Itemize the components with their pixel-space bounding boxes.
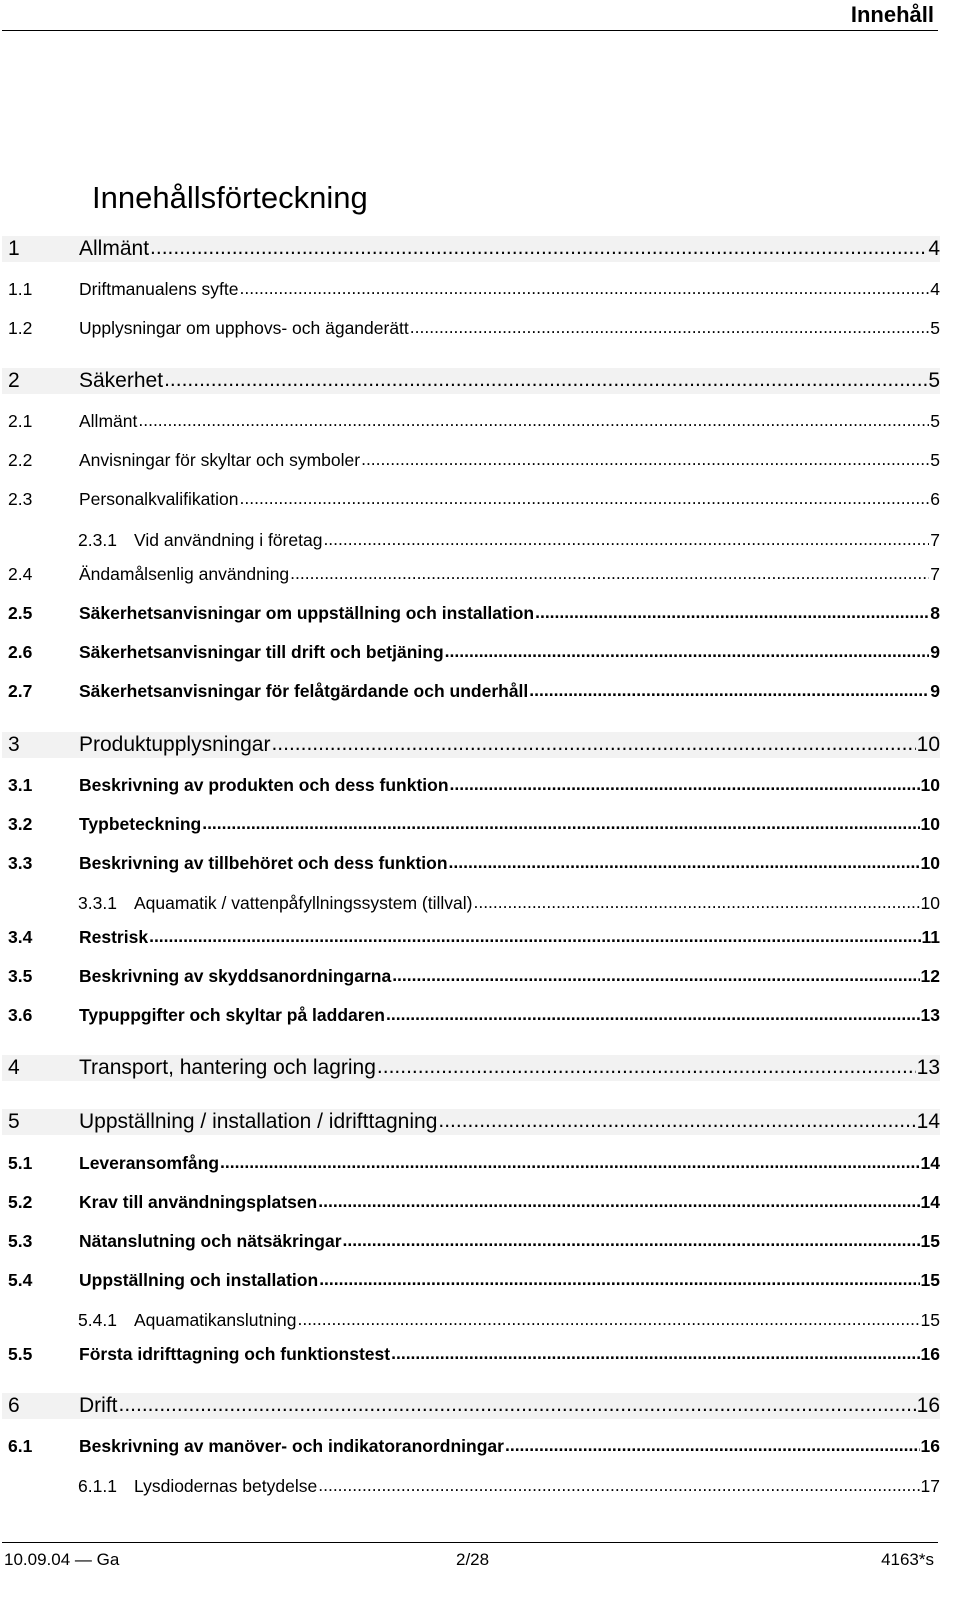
toc-entry-page: 16 bbox=[920, 1435, 940, 1456]
toc-entry-number: 5.4.1 bbox=[78, 1309, 117, 1330]
toc-dot-leader bbox=[386, 1006, 920, 1028]
toc-dot-leader bbox=[377, 1056, 916, 1081]
footer-date: 10.09.04 — Ga bbox=[4, 1550, 120, 1569]
toc-entry-number: 2 bbox=[8, 369, 20, 392]
toc-entry-page: 11 bbox=[921, 926, 940, 947]
toc-entry-number: 2.3.1 bbox=[78, 529, 117, 550]
toc-entry-number: 1.1 bbox=[8, 278, 33, 299]
toc-entry-page: 14 bbox=[920, 1152, 940, 1173]
toc-entry-page: 15 bbox=[920, 1269, 940, 1290]
toc-entry[interactable] bbox=[2, 1151, 940, 1175]
toc-entry[interactable] bbox=[2, 640, 940, 664]
toc-dot-leader bbox=[392, 967, 919, 989]
toc-entry-number: 5.4 bbox=[8, 1269, 33, 1290]
toc-entry-number: 3.6 bbox=[8, 1004, 33, 1025]
toc-entry-number: 6.1 bbox=[8, 1435, 33, 1456]
toc-entry-title: Beskrivning av manöver- och indikatoranordningar bbox=[79, 1435, 504, 1456]
toc-entry-page: 10 bbox=[916, 733, 940, 756]
toc-dot-leader bbox=[220, 1154, 919, 1176]
toc-entry-title: Typuppgifter och skyltar på laddaren bbox=[79, 1004, 385, 1025]
toc-entry-title: Uppställning och installation bbox=[79, 1269, 319, 1290]
toc-entry-title: Första idrifttagning och funktionstest bbox=[79, 1343, 391, 1364]
toc-entry[interactable] bbox=[2, 891, 940, 915]
toc-entry-number: 3.4 bbox=[8, 926, 33, 947]
toc-entry-title: Drift bbox=[79, 1394, 118, 1417]
toc-dot-leader bbox=[449, 854, 920, 876]
toc-entry-number: 2.1 bbox=[8, 410, 33, 431]
toc-entry-title: Upplysningar om upphovs- och äganderätt bbox=[79, 317, 409, 338]
toc-entry[interactable] bbox=[2, 812, 940, 836]
toc-entry-page: 13 bbox=[916, 1056, 940, 1079]
toc-entry-page: 12 bbox=[920, 965, 940, 986]
page-footer bbox=[4, 1548, 934, 1572]
toc-entry-title: Lysdiodernas betydelse bbox=[134, 1475, 318, 1496]
toc-dot-leader bbox=[271, 733, 915, 758]
toc-entry-title: Aquamatik / vattenpåfyllningssystem (tillval) bbox=[134, 892, 473, 913]
toc-entry-page: 7 bbox=[930, 563, 940, 584]
toc-entry-number: 3.3 bbox=[8, 852, 33, 873]
toc-entry-number: 1 bbox=[8, 237, 20, 260]
toc-entry[interactable] bbox=[2, 277, 940, 301]
toc-entry-page: 17 bbox=[920, 1475, 940, 1496]
toc-entry-number: 2.4 bbox=[8, 563, 33, 584]
toc-entry-page: 16 bbox=[920, 1343, 940, 1364]
toc-entry-page: 14 bbox=[916, 1110, 940, 1133]
toc-entry[interactable] bbox=[2, 1393, 940, 1419]
toc-entry-number: 5 bbox=[8, 1110, 20, 1133]
toc-entry-title: Driftmanualens syfte bbox=[79, 278, 239, 299]
toc-dot-leader bbox=[202, 815, 919, 837]
toc-dot-leader bbox=[319, 1271, 919, 1293]
toc-entry-title: Allmänt bbox=[79, 410, 138, 431]
toc-entry-number: 4 bbox=[8, 1056, 20, 1079]
toc-entry-title: Transport, hantering och lagring bbox=[79, 1056, 376, 1079]
toc-dot-leader bbox=[361, 451, 929, 473]
footer-doc-code: 4163*s bbox=[881, 1550, 934, 1569]
toc-dot-leader bbox=[240, 280, 930, 302]
toc-dot-leader bbox=[149, 928, 920, 950]
toc-dot-leader bbox=[240, 490, 930, 512]
toc-entry-title: Krav till användningsplatsen bbox=[79, 1191, 318, 1212]
toc-entry-title: Typbeteckning bbox=[79, 813, 202, 834]
toc-dot-leader bbox=[138, 412, 929, 434]
toc-entry-title: Beskrivning av produkten och dess funktion bbox=[79, 774, 449, 795]
toc-entry-page: 5 bbox=[928, 369, 940, 392]
toc-entry-number: 2.7 bbox=[8, 680, 33, 701]
toc-entry[interactable] bbox=[2, 1474, 940, 1498]
toc-dot-leader bbox=[318, 1193, 919, 1215]
toc-dot-leader bbox=[391, 1345, 919, 1367]
toc-entry[interactable] bbox=[2, 409, 940, 433]
toc-entry-title: Uppställning / installation / idrifttagning bbox=[79, 1110, 438, 1133]
toc-entry-number: 1.2 bbox=[8, 317, 33, 338]
toc-entry-page: 14 bbox=[920, 1191, 940, 1212]
toc-dot-leader bbox=[410, 319, 929, 341]
toc-entry-page: 7 bbox=[930, 529, 940, 550]
toc-entry-title: Säkerhetsanvisningar till drift och betjäning bbox=[79, 641, 444, 662]
footer-page-number: 2/28 bbox=[456, 1550, 490, 1569]
toc-dot-leader bbox=[505, 1437, 920, 1459]
toc-dot-leader bbox=[343, 1232, 920, 1254]
toc-entry[interactable] bbox=[2, 1342, 940, 1366]
header-title: Innehåll bbox=[850, 2, 934, 27]
toc-entry-title: Aquamatikanslutning bbox=[134, 1309, 297, 1330]
toc-entry-page: 5 bbox=[930, 449, 940, 470]
toc-entry-title: Produktupplysningar bbox=[79, 733, 271, 756]
toc-entry[interactable] bbox=[2, 487, 940, 511]
toc-entry-title: Nätanslutning och nätsäkringar bbox=[79, 1230, 342, 1251]
toc-entry-title: Säkerhetsanvisningar för felåtgärdande och underhåll bbox=[79, 680, 529, 701]
toc-entry-title: Beskrivning av skyddsanordningarna bbox=[79, 965, 392, 986]
toc-entry[interactable] bbox=[2, 601, 940, 625]
toc-dot-leader bbox=[150, 237, 927, 262]
toc-entry-page: 10 bbox=[920, 892, 940, 913]
toc-entry-number: 5.3 bbox=[8, 1230, 33, 1251]
toc-entry[interactable] bbox=[2, 1268, 940, 1292]
toc-entry-title: Vid användning i företag bbox=[134, 529, 323, 550]
toc-dot-leader bbox=[438, 1110, 915, 1135]
toc-entry-page: 4 bbox=[930, 278, 940, 299]
toc-entry-number: 3.1 bbox=[8, 774, 33, 795]
toc-entry-number: 2.3 bbox=[8, 488, 33, 509]
toc-entry-page: 5 bbox=[930, 410, 940, 431]
toc-dot-leader bbox=[318, 1477, 919, 1499]
toc-entry-number: 2.6 bbox=[8, 641, 33, 662]
toc-entry-title: Allmänt bbox=[79, 237, 150, 260]
toc-entry-page: 9 bbox=[930, 680, 940, 701]
toc-dot-leader bbox=[535, 604, 929, 626]
toc-entry-title: Ändamålsenlig användning bbox=[79, 563, 290, 584]
toc-entry-number: 5.5 bbox=[8, 1343, 33, 1364]
toc-entry-number: 5.1 bbox=[8, 1152, 33, 1173]
toc-entry-title: Säkerhetsanvisningar om uppställning och installation bbox=[79, 602, 535, 623]
toc-entry-number: 3.5 bbox=[8, 965, 33, 986]
toc-entry[interactable] bbox=[2, 1055, 940, 1081]
toc-entry[interactable] bbox=[2, 1434, 940, 1458]
toc-entry-number: 3.3.1 bbox=[78, 892, 117, 913]
toc-entry-title: Personalkvalifikation bbox=[79, 488, 239, 509]
page-title: Innehållsförteckning bbox=[92, 180, 368, 215]
toc-dot-leader bbox=[529, 682, 929, 704]
toc-entry-page: 6 bbox=[930, 488, 940, 509]
toc-entry-title: Anvisningar för skyltar och symboler bbox=[79, 449, 361, 470]
toc-dot-leader bbox=[290, 565, 929, 587]
toc-entry[interactable] bbox=[2, 732, 940, 758]
toc-entry[interactable] bbox=[2, 316, 940, 340]
toc-entry[interactable] bbox=[2, 1190, 940, 1214]
toc-entry-page: 15 bbox=[920, 1230, 940, 1251]
toc-entry-page: 5 bbox=[930, 317, 940, 338]
header-divider bbox=[2, 30, 938, 31]
toc-entry[interactable] bbox=[2, 562, 940, 586]
toc-entry[interactable] bbox=[2, 236, 940, 262]
toc-entry[interactable] bbox=[2, 964, 940, 988]
toc-entry-page: 9 bbox=[930, 641, 940, 662]
toc-entry[interactable] bbox=[2, 448, 940, 472]
toc-entry[interactable] bbox=[2, 1109, 940, 1135]
toc-entry-title: Beskrivning av tillbehöret och dess funktion bbox=[79, 852, 448, 873]
toc-entry[interactable] bbox=[2, 851, 940, 875]
toc-entry-page: 10 bbox=[920, 852, 940, 873]
toc-entry[interactable] bbox=[2, 1229, 940, 1253]
toc-dot-leader bbox=[119, 1394, 916, 1419]
toc-dot-leader bbox=[450, 776, 920, 798]
toc-dot-leader bbox=[445, 643, 930, 665]
toc-entry-page: 16 bbox=[916, 1394, 940, 1417]
toc-entry-page: 8 bbox=[930, 602, 940, 623]
toc-entry-number: 6.1.1 bbox=[78, 1475, 117, 1496]
toc-entry[interactable] bbox=[2, 679, 940, 703]
toc-entry-number: 3.2 bbox=[8, 813, 33, 834]
footer-divider bbox=[2, 1542, 938, 1543]
toc-entry-page: 15 bbox=[920, 1309, 940, 1330]
toc-entry-number: 2.2 bbox=[8, 449, 33, 470]
toc-entry[interactable] bbox=[2, 773, 940, 797]
toc-entry[interactable] bbox=[2, 1003, 940, 1027]
toc-entry-number: 5.2 bbox=[8, 1191, 33, 1212]
toc-entry[interactable] bbox=[2, 925, 940, 949]
toc-dot-leader bbox=[297, 1311, 919, 1333]
toc-entry-number: 6 bbox=[8, 1394, 20, 1417]
toc-entry-number: 3 bbox=[8, 733, 20, 756]
toc-entry-title: Säkerhet bbox=[79, 369, 164, 392]
toc-entry[interactable] bbox=[2, 1308, 940, 1332]
toc-entry[interactable] bbox=[2, 528, 940, 552]
toc-entry-page: 13 bbox=[920, 1004, 940, 1025]
toc-entry[interactable] bbox=[2, 368, 940, 394]
toc-dot-leader bbox=[473, 894, 919, 916]
toc-entry-page: 4 bbox=[928, 237, 940, 260]
toc-entry-page: 10 bbox=[920, 813, 940, 834]
toc-entry-title: Leveransomfång bbox=[79, 1152, 220, 1173]
toc-dot-leader bbox=[164, 369, 927, 394]
toc-entry-page: 10 bbox=[920, 774, 940, 795]
toc-dot-leader bbox=[323, 531, 929, 553]
toc-entry-number: 2.5 bbox=[8, 602, 33, 623]
toc-entry-title: Restrisk bbox=[79, 926, 149, 947]
